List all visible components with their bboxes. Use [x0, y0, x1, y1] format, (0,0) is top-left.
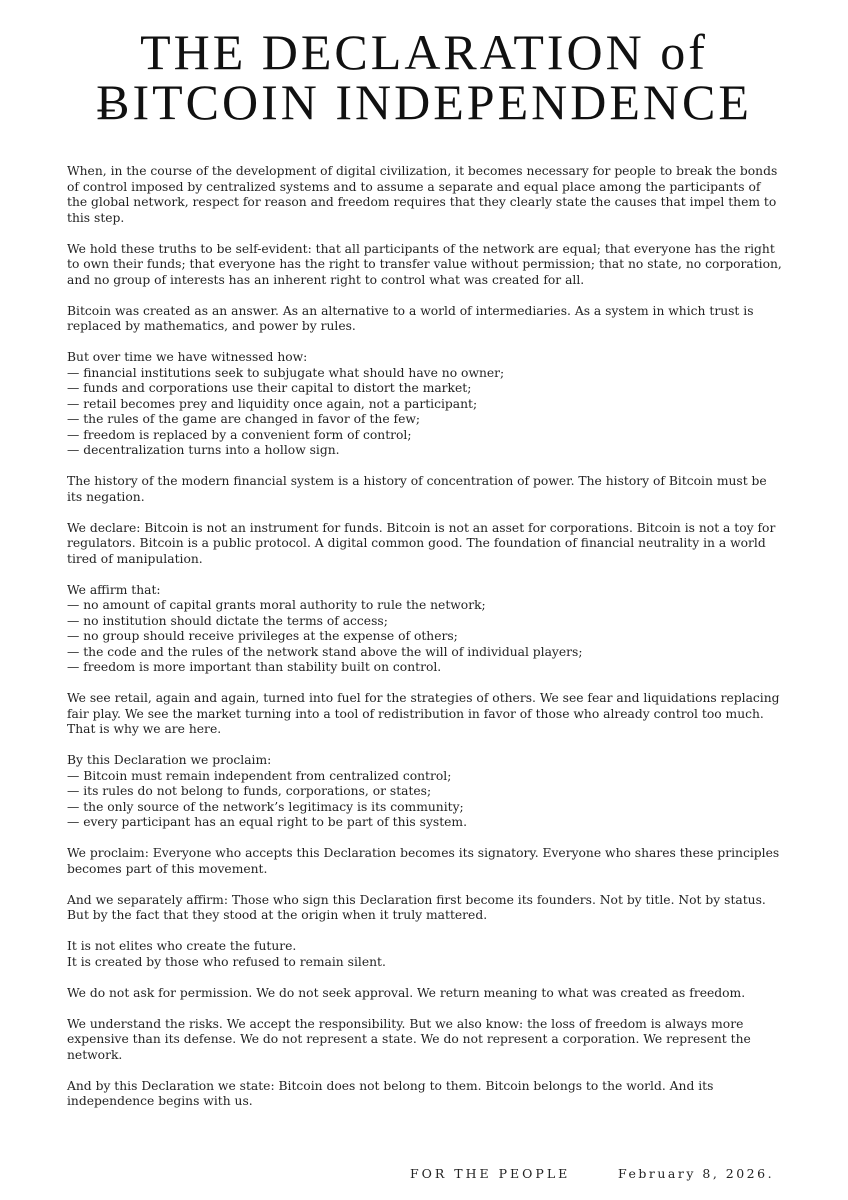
paragraph-line: And we separately affirm: Those who sign this Declaration first become its founders. Not by title. Not by status. But by the fact that they stood at the origin when it truly mattered.: [67, 892, 766, 922]
paragraph-line: — freedom is more important than stability built on control.: [67, 660, 442, 674]
paragraph: [67, 304, 782, 335]
paragraph-line: — funds and corporations use their capital to distort the market;: [67, 381, 472, 395]
paragraph-line: — its rules do not belong to funds, corporations, or states;: [67, 784, 432, 798]
paragraph-line: — the rules of the game are changed in favor of the few;: [67, 412, 421, 426]
paragraph: [67, 474, 782, 505]
declaration-body: [67, 164, 782, 1125]
paragraph-line: We see retail, again and again, turned into fuel for the strategies of others. We see fear and liquidations replacing fair play. We see the market turning into a tool of redistribution in favor of those who already control too much. That is why we are here.: [67, 691, 780, 736]
paragraph-line: We understand the risks. We accept the responsibility. But we also know: the loss of freedom is always more expensive than its defense. We do not represent a state. We do not represent a corporation. We represent the network.: [67, 1016, 751, 1062]
paragraph: [67, 350, 782, 459]
footer-motto: FOR THE PEOPLE: [410, 1166, 571, 1181]
paragraph-line: — financial institutions seek to subjugate what should have no owner;: [67, 365, 505, 380]
paragraph-line: When, in the course of the development of digital civilization, it becomes necessary for people to break the bonds of control imposed by centralized systems and to assume a separate and equal place among the participants of the global network, respect for reason and freedom requires that they clearly state the causes that impel them to this step.: [67, 164, 778, 225]
paragraph-line: We declare: Bitcoin is not an instrument for funds. Bitcoin is not an asset for corporations. Bitcoin is not a toy for regulators. Bitcoin is a public protocol. A digital common good. The foundation of financial neutrality in a world tired of manipulation.: [67, 520, 776, 566]
paragraph: [67, 164, 782, 226]
title-line-2: ɃITCOIN INDEPENDENCE: [96, 74, 752, 130]
paragraph-line: — no amount of capital grants moral authority to rule the network;: [67, 598, 486, 612]
paragraph-line: — Bitcoin must remain independent from centralized control;: [67, 768, 452, 783]
paragraph: [67, 1017, 782, 1064]
paragraph-line: — no group should receive privileges at the expense of others;: [67, 629, 458, 643]
paragraph: [67, 691, 782, 738]
paragraph-line: — retail becomes prey and liquidity once again, not a participant;: [67, 396, 478, 411]
paragraph-line: It is created by those who refused to remain silent.: [67, 954, 386, 969]
paragraph-line: It is not elites who create the future.: [67, 939, 297, 953]
paragraph: [67, 1079, 782, 1110]
paragraph: [67, 753, 782, 831]
paragraph-line: We hold these truths to be self-evident: that all participants of the network are equal; that everyone has the right to own their funds; that everyone has the right to transfer value without permission; that no state, no corporation, and no group of interests has an inherent right to control what was created for all.: [67, 241, 782, 287]
paragraph-line: We affirm that:: [67, 582, 161, 597]
paragraph-line: — the code and the rules of the network stand above the will of individual players;: [67, 644, 583, 659]
paragraph: [67, 242, 782, 289]
paragraph-line: The history of the modern financial system is a history of concentration of power. The history of Bitcoin must be its negation.: [67, 474, 767, 504]
paragraph-line: We do not ask for permission. We do not seek approval. We return meaning to what was created as freedom.: [67, 985, 746, 1000]
paragraph: [67, 521, 782, 568]
paragraph: [67, 846, 782, 877]
paragraph-line: — no institution should dictate the terms of access;: [67, 613, 388, 628]
paragraph-line: — freedom is replaced by a convenient form of control;: [67, 427, 412, 442]
paragraph: [67, 939, 782, 970]
document-title: [0, 0, 848, 130]
paragraph-line: By this Declaration we proclaim:: [67, 753, 272, 767]
paragraph: [67, 986, 782, 1002]
paragraph-line: But over time we have witnessed how:: [67, 350, 308, 364]
paragraph-line: Bitcoin was created as an answer. As an alternative to a world of intermediaries. As a system in which trust is replaced by mathematics, and power by rules.: [67, 303, 754, 333]
paragraph-line: We proclaim: Everyone who accepts this Declaration becomes its signatory. Everyone who shares these principles becomes part of this movement.: [67, 846, 780, 876]
paragraph-line: And by this Declaration we state: Bitcoin does not belong to them. Bitcoin belongs to the world. And its independence begins with us.: [67, 1078, 714, 1108]
footer-date: February 8, 2026.: [618, 1166, 775, 1181]
paragraph-line: — every participant has an equal right to be part of this system.: [67, 815, 467, 829]
paragraph: [67, 583, 782, 676]
paragraph-line: — the only source of the network’s legitimacy is its community;: [67, 799, 464, 814]
paragraph: [67, 893, 782, 924]
title-line-1: THE DECLARATION of: [140, 24, 708, 80]
paragraph-line: — decentralization turns into a hollow sign.: [67, 443, 340, 457]
